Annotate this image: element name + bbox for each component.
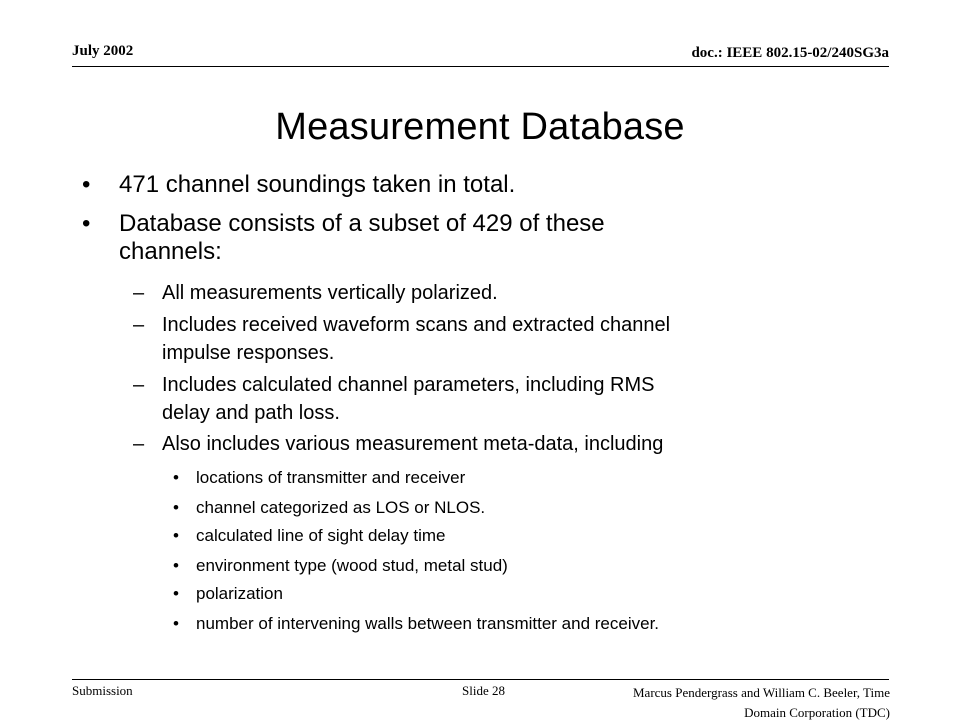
dash-marker: –	[133, 374, 145, 396]
footer-authors-line1: Marcus Pendergrass and William C. Beeler, Time	[633, 685, 890, 700]
sub-bullet-text-continued: delay and path loss.	[162, 402, 340, 424]
detail-bullet-text: channel categorized as LOS or NLOS.	[196, 498, 486, 517]
detail-bullet-text: number of intervening walls between transmitter and receiver.	[196, 614, 660, 633]
footer-rule	[72, 679, 889, 680]
dash-marker: –	[133, 282, 145, 304]
bullet-marker: •	[173, 556, 179, 575]
detail-bullet-text: calculated line of sight delay time	[196, 526, 446, 545]
sub-bullet-text: Includes calculated channel parameters, including RMS	[162, 374, 655, 396]
dash-marker: –	[133, 433, 145, 455]
sub-bullet-text: Includes received waveform scans and extracted channel	[162, 314, 671, 336]
bullet-marker: •	[173, 584, 179, 603]
bullet-text: Database consists of a subset of 429 of these	[119, 210, 605, 237]
sub-bullet-text-continued: impulse responses.	[162, 342, 335, 364]
bullet-marker: •	[173, 526, 179, 545]
detail-bullet-text: locations of transmitter and receiver	[196, 468, 466, 487]
bullet-marker: •	[173, 614, 179, 633]
header-doc-id: doc.: IEEE 802.15-02/240SG3a	[691, 45, 889, 61]
detail-bullet-text: environment type (wood stud, metal stud)	[196, 556, 508, 575]
footer-authors-line2: Domain Corporation (TDC)	[744, 705, 890, 720]
bullet-marker: •	[173, 468, 179, 487]
footer-slide-number: Slide 28	[462, 683, 505, 698]
sub-bullet-text: Also includes various measurement meta-data, including	[162, 433, 664, 455]
slide-title: Measurement Database	[275, 106, 685, 148]
header-date: July 2002	[72, 43, 134, 59]
footer-submission: Submission	[72, 683, 133, 698]
bullet-text: 471 channel soundings taken in total.	[119, 171, 516, 198]
sub-bullet-text: All measurements vertically polarized.	[162, 282, 498, 304]
detail-bullet-text: polarization	[196, 584, 283, 603]
footer-authors	[600, 683, 890, 723]
bullet-marker: •	[173, 498, 179, 517]
bullet-marker: •	[82, 171, 91, 198]
bullet-marker: •	[82, 210, 91, 237]
dash-marker: –	[133, 314, 145, 336]
bullet-text-continued: channels:	[119, 238, 222, 265]
